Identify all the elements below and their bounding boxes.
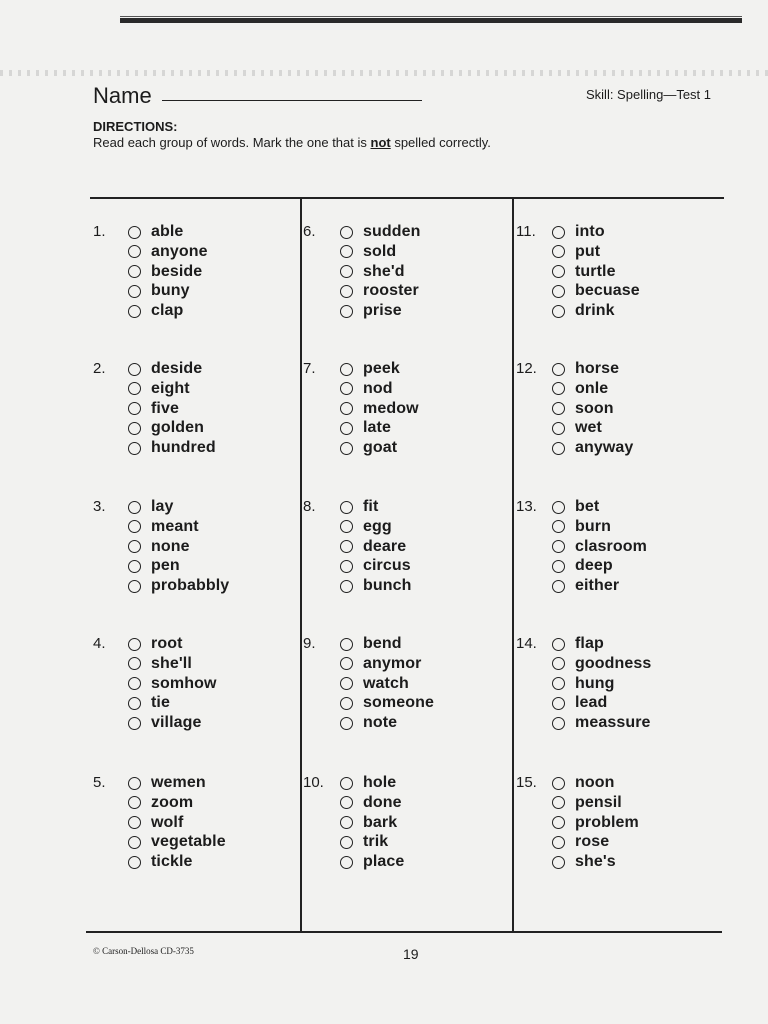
answer-bubble-icon[interactable] (340, 657, 353, 670)
answer-option[interactable] (128, 713, 202, 733)
answer-word: note (363, 714, 398, 732)
question-number: 7. (303, 360, 316, 377)
answer-word: buny (151, 282, 190, 300)
answer-bubble-icon[interactable] (128, 382, 141, 395)
answer-option[interactable] (552, 852, 616, 872)
question-number: 12. (516, 360, 537, 377)
answer-word: watch (363, 674, 409, 692)
answer-word: hundred (151, 439, 216, 457)
answer-bubble-icon[interactable] (552, 856, 565, 869)
answer-bubble-icon[interactable] (340, 677, 353, 690)
answer-word: able (151, 223, 184, 240)
directions-text-after: spelled correctly. (390, 135, 491, 150)
answer-word: she's (575, 853, 616, 871)
answer-bubble-icon[interactable] (340, 265, 353, 278)
answer-word: deep (575, 557, 613, 575)
scan-artifact (0, 70, 768, 76)
answer-word: done (363, 793, 402, 811)
answer-word: none (151, 537, 190, 555)
answer-word: horse (575, 360, 620, 377)
answer-word: village (151, 714, 202, 732)
answer-option[interactable] (340, 517, 392, 537)
answer-word: medow (363, 399, 419, 417)
answer-bubble-icon[interactable] (128, 363, 141, 376)
answer-word: either (575, 577, 620, 595)
answer-word: tickle (151, 853, 193, 871)
answer-option[interactable] (340, 832, 388, 852)
answer-option[interactable] (340, 301, 402, 321)
answer-word: bark (363, 813, 398, 831)
answer-bubble-icon[interactable] (552, 520, 565, 533)
question-number: 10. (303, 774, 324, 791)
answer-word: pensil (575, 793, 622, 811)
answer-option[interactable] (128, 576, 229, 596)
question-number: 6. (303, 223, 316, 240)
answer-word: eight (151, 379, 190, 397)
page-number: 19 (403, 946, 419, 962)
answer-bubble-icon[interactable] (340, 305, 353, 318)
answer-word: wemen (151, 774, 206, 791)
answer-option[interactable] (128, 222, 183, 242)
answer-option[interactable] (552, 634, 604, 654)
answer-word: put (575, 242, 601, 260)
answer-bubble-icon[interactable] (340, 540, 353, 553)
answer-option[interactable] (128, 634, 183, 654)
answer-word: circus (363, 557, 411, 575)
answer-option[interactable] (340, 693, 434, 713)
skill-label: Skill: Spelling—Test 1 (586, 87, 711, 102)
answer-option[interactable] (128, 438, 216, 458)
answer-option[interactable] (128, 242, 208, 262)
answer-bubble-icon[interactable] (128, 422, 141, 435)
answer-word: zoom (151, 793, 194, 811)
answer-bubble-icon[interactable] (128, 777, 141, 790)
directions-emphasis: not (370, 135, 391, 150)
answer-word: wolf (151, 813, 184, 831)
answer-bubble-icon[interactable] (552, 265, 565, 278)
answer-bubble-icon[interactable] (552, 540, 565, 553)
answer-bubble-icon[interactable] (128, 305, 141, 318)
answer-option[interactable] (128, 832, 226, 852)
answer-bubble-icon[interactable] (552, 697, 565, 710)
answer-bubble-icon[interactable] (128, 265, 141, 278)
answer-bubble-icon[interactable] (552, 677, 565, 690)
answer-word: onle (575, 379, 609, 397)
answer-option[interactable] (128, 262, 202, 282)
answer-option[interactable] (128, 773, 206, 793)
answer-bubble-icon[interactable] (552, 560, 565, 573)
answer-option[interactable] (552, 576, 619, 596)
answer-bubble-icon[interactable] (552, 285, 565, 298)
answer-word: late (363, 419, 391, 437)
answer-option[interactable] (128, 556, 180, 576)
answer-bubble-icon[interactable] (552, 638, 565, 651)
answer-option[interactable] (340, 281, 419, 301)
answer-option[interactable] (340, 813, 397, 833)
answer-word: turtle (575, 262, 616, 280)
answer-bubble-icon[interactable] (128, 856, 141, 869)
answer-word: hung (575, 674, 615, 692)
answer-word: into (575, 223, 605, 240)
answer-option[interactable] (340, 576, 412, 596)
answer-bubble-icon[interactable] (340, 697, 353, 710)
answer-option[interactable] (340, 242, 396, 262)
answer-word: five (151, 399, 179, 417)
answer-word: beside (151, 262, 203, 280)
answer-option[interactable] (552, 556, 613, 576)
answer-option[interactable] (552, 693, 607, 713)
answer-word: burn (575, 517, 611, 535)
answer-option[interactable] (552, 379, 608, 399)
answer-option[interactable] (552, 773, 615, 793)
answer-bubble-icon[interactable] (552, 777, 565, 790)
answer-bubble-icon[interactable] (340, 777, 353, 790)
answer-option[interactable] (552, 713, 651, 733)
question-number: 13. (516, 498, 537, 515)
directions-title: DIRECTIONS: (93, 119, 178, 134)
answer-option[interactable] (340, 773, 396, 793)
answer-word: becuase (575, 282, 640, 300)
answer-word: someone (363, 694, 434, 712)
answer-word: hole (363, 774, 397, 791)
answer-word: clasroom (575, 537, 647, 555)
answer-bubble-icon[interactable] (552, 796, 565, 809)
answer-bubble-icon[interactable] (340, 422, 353, 435)
answer-bubble-icon[interactable] (128, 226, 141, 239)
answer-option[interactable] (552, 418, 602, 438)
answer-option[interactable] (128, 517, 199, 537)
answer-bubble-icon[interactable] (552, 717, 565, 730)
answer-option[interactable] (340, 399, 419, 419)
answer-word: bunch (363, 577, 412, 595)
answer-option[interactable] (552, 832, 609, 852)
answer-word: goat (363, 439, 398, 457)
question-number: 11. (516, 223, 536, 240)
answer-bubble-icon[interactable] (128, 717, 141, 730)
answer-word: flap (575, 635, 604, 652)
column-divider-1 (300, 197, 302, 933)
answer-option[interactable] (552, 497, 599, 517)
answer-word: anyone (151, 242, 208, 260)
answer-option[interactable] (552, 793, 622, 813)
answer-bubble-icon[interactable] (552, 363, 565, 376)
answer-option[interactable] (552, 262, 616, 282)
answer-word: somhow (151, 674, 217, 692)
answer-word: meassure (575, 714, 651, 732)
answer-option[interactable] (128, 379, 190, 399)
answer-option[interactable] (128, 654, 192, 674)
answer-bubble-icon[interactable] (552, 382, 565, 395)
answer-word: bend (363, 635, 402, 652)
answer-option[interactable] (128, 537, 190, 557)
answer-word: problem (575, 813, 639, 831)
answer-bubble-icon[interactable] (340, 856, 353, 869)
answer-option[interactable] (128, 852, 193, 872)
answer-word: prise (363, 302, 402, 320)
answer-word: vegetable (151, 833, 226, 851)
directions-text (93, 135, 491, 150)
answer-bubble-icon[interactable] (340, 638, 353, 651)
answer-bubble-icon[interactable] (552, 305, 565, 318)
answer-bubble-icon[interactable] (128, 677, 141, 690)
answer-option[interactable] (552, 242, 600, 262)
answer-bubble-icon[interactable] (552, 422, 565, 435)
answer-option[interactable] (552, 222, 605, 242)
answer-word: golden (151, 419, 205, 437)
answer-option[interactable] (128, 497, 174, 517)
answer-word: fit (363, 498, 379, 515)
answer-word: place (363, 853, 405, 871)
answer-word: lead (575, 694, 608, 712)
answer-word: pen (151, 557, 180, 575)
answer-option[interactable] (340, 674, 409, 694)
answer-word: root (151, 635, 183, 652)
answer-word: sudden (363, 223, 421, 240)
answer-bubble-icon[interactable] (128, 402, 141, 415)
answer-bubble-icon[interactable] (128, 657, 141, 670)
answer-word: peek (363, 360, 400, 377)
answer-option[interactable] (552, 517, 611, 537)
answer-bubble-icon[interactable] (128, 245, 141, 258)
question-number: 2. (93, 360, 106, 377)
answer-option[interactable] (128, 281, 190, 301)
answer-option[interactable] (552, 537, 647, 557)
answer-option[interactable] (340, 713, 397, 733)
answer-word: wet (575, 419, 602, 437)
column-divider-2 (512, 197, 514, 933)
answer-word: meant (151, 517, 199, 535)
answer-option[interactable] (340, 634, 402, 654)
answer-word: deside (151, 360, 203, 377)
question-number: 8. (303, 498, 316, 515)
answer-bubble-icon[interactable] (552, 501, 565, 514)
answer-bubble-icon[interactable] (340, 816, 353, 829)
answer-bubble-icon[interactable] (128, 501, 141, 514)
answer-option[interactable] (340, 793, 402, 813)
copyright-note: © Carson-Dellosa CD-3735 (93, 946, 194, 956)
answer-bubble-icon[interactable] (340, 382, 353, 395)
answer-bubble-icon[interactable] (552, 816, 565, 829)
question-number: 14. (516, 635, 537, 652)
answer-bubble-icon[interactable] (128, 540, 141, 553)
answer-option[interactable] (340, 222, 421, 242)
table-bottom-rule (86, 931, 722, 933)
answer-option[interactable] (552, 399, 614, 419)
answer-bubble-icon[interactable] (552, 245, 565, 258)
directions-text-before: Read each group of words. Mark the one that is (93, 135, 371, 150)
answer-option[interactable] (340, 556, 411, 576)
header-rule (120, 18, 742, 23)
answer-option[interactable] (552, 813, 639, 833)
name-label: Name (93, 83, 152, 108)
answer-option[interactable] (552, 674, 615, 694)
answer-bubble-icon[interactable] (552, 442, 565, 455)
answer-bubble-icon[interactable] (340, 501, 353, 514)
answer-option[interactable] (552, 654, 651, 674)
answer-bubble-icon[interactable] (552, 657, 565, 670)
answer-option[interactable] (552, 438, 633, 458)
answer-word: probabbly (151, 577, 230, 595)
answer-word: she'd (363, 262, 405, 280)
answer-bubble-icon[interactable] (340, 226, 353, 239)
answer-option[interactable] (128, 301, 183, 321)
answer-bubble-icon[interactable] (340, 363, 353, 376)
answer-bubble-icon[interactable] (552, 580, 565, 593)
question-number: 9. (303, 635, 316, 652)
answer-option[interactable] (340, 497, 378, 517)
answer-word: rose (575, 833, 610, 851)
answer-word: anymor (363, 654, 422, 672)
answer-word: deare (363, 537, 407, 555)
answer-option[interactable] (340, 418, 391, 438)
table-top-rule (90, 197, 724, 199)
answer-bubble-icon[interactable] (340, 836, 353, 849)
answer-word: tie (151, 694, 170, 712)
answer-bubble-icon[interactable] (340, 717, 353, 730)
answer-bubble-icon[interactable] (128, 442, 141, 455)
answer-option[interactable] (340, 438, 397, 458)
answer-word: she'll (151, 654, 192, 672)
answer-bubble-icon[interactable] (552, 836, 565, 849)
answer-bubble-icon[interactable] (552, 402, 565, 415)
answer-option[interactable] (340, 852, 404, 872)
answer-bubble-icon[interactable] (128, 560, 141, 573)
question-number: 5. (93, 774, 106, 791)
answer-option[interactable] (340, 537, 406, 557)
answer-option[interactable] (340, 379, 393, 399)
answer-bubble-icon[interactable] (128, 816, 141, 829)
answer-word: noon (575, 774, 615, 791)
answer-option[interactable] (552, 281, 640, 301)
name-field-line[interactable] (162, 100, 422, 101)
answer-bubble-icon[interactable] (340, 442, 353, 455)
answer-bubble-icon[interactable] (340, 285, 353, 298)
answer-option[interactable] (552, 359, 619, 379)
answer-bubble-icon[interactable] (340, 796, 353, 809)
answer-option[interactable] (340, 262, 405, 282)
answer-word: rooster (363, 282, 419, 300)
answer-bubble-icon[interactable] (128, 836, 141, 849)
answer-bubble-icon[interactable] (340, 520, 353, 533)
answer-word: bet (575, 498, 600, 515)
answer-word: trik (363, 833, 389, 851)
question-number: 15. (516, 774, 537, 791)
answer-word: nod (363, 379, 393, 397)
answer-option[interactable] (128, 693, 170, 713)
answer-word: anyway (575, 439, 634, 457)
answer-option[interactable] (128, 813, 183, 833)
answer-bubble-icon[interactable] (340, 580, 353, 593)
answer-bubble-icon[interactable] (128, 520, 141, 533)
answer-option[interactable] (128, 418, 204, 438)
answer-word: goodness (575, 654, 652, 672)
answer-option[interactable] (128, 793, 193, 813)
answer-option[interactable] (128, 674, 217, 694)
header-rule-thin (120, 16, 742, 17)
answer-option[interactable] (552, 301, 615, 321)
answer-bubble-icon[interactable] (340, 560, 353, 573)
answer-bubble-icon[interactable] (340, 245, 353, 258)
answer-option[interactable] (340, 654, 421, 674)
question-number: 4. (93, 635, 106, 652)
answer-word: clap (151, 302, 184, 320)
answer-word: lay (151, 498, 174, 515)
answer-word: egg (363, 517, 392, 535)
answer-bubble-icon[interactable] (128, 580, 141, 593)
answer-word: soon (575, 399, 614, 417)
answer-option[interactable] (128, 399, 179, 419)
answer-bubble-icon[interactable] (128, 697, 141, 710)
question-number: 1. (93, 223, 106, 240)
answer-bubble-icon[interactable] (128, 796, 141, 809)
answer-word: sold (363, 242, 397, 260)
answer-bubble-icon[interactable] (128, 285, 141, 298)
answer-bubble-icon[interactable] (340, 402, 353, 415)
question-number: 3. (93, 498, 106, 515)
answer-word: drink (575, 302, 615, 320)
answer-bubble-icon[interactable] (552, 226, 565, 239)
answer-option[interactable] (340, 359, 400, 379)
answer-option[interactable] (128, 359, 202, 379)
answer-bubble-icon[interactable] (128, 638, 141, 651)
